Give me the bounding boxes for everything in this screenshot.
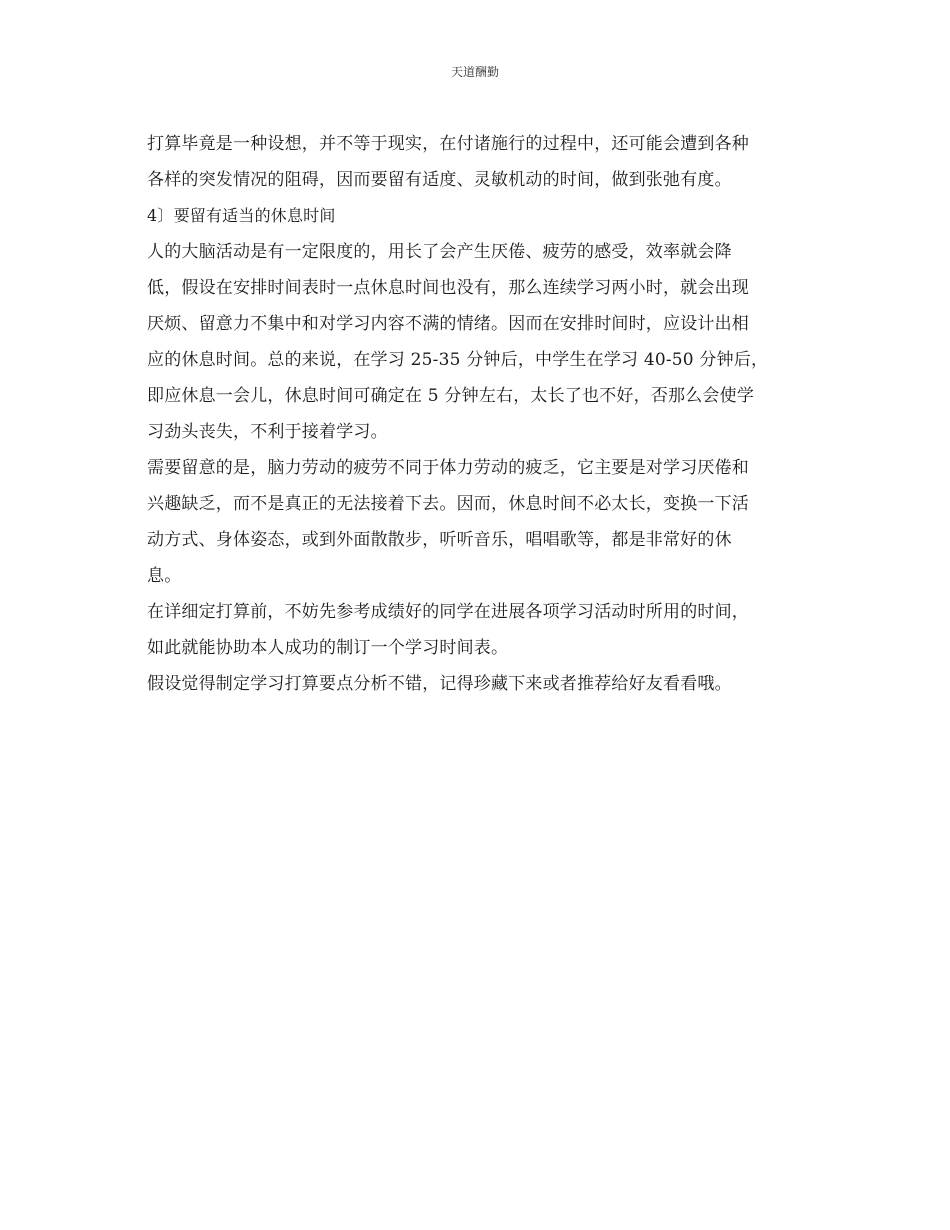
text-line: 假设觉得制定学习打算要点分析不错，记得珍藏下来或者推荐给好友看看哦。 <box>147 674 732 694</box>
text-line: 厌烦、留意力不集中和对学习内容不满的情绪。因而在安排时间时，应设计出相 <box>147 314 749 334</box>
text-line: 低，假设在安排时间表时一点休息时间也没有，那么连续学习两小时，就会出现 <box>147 278 749 298</box>
text-line: 需要留意的是，脑力劳动的疲劳不同于体力劳动的疲乏，它主要是对学习厌倦和 <box>147 458 749 478</box>
text-line: 动方式、身体姿态，或到外面散散步，听听音乐，唱唱歌等，都是非常好的休 <box>147 530 732 550</box>
page-header: 天道酬勤 <box>450 65 499 79</box>
text-line: 息。 <box>147 566 182 586</box>
section-heading: 4〕要留有适当的休息时间 <box>147 206 336 225</box>
text-line: 应的休息时间。总的来说，在学习 25-35 分钟后，中学生在学习 40-50 分钟后， <box>147 350 769 370</box>
text-line: 在详细定打算前，不妨先参考成绩好的同学在进展各项学习活动时所用的时间， <box>147 602 749 622</box>
document-body <box>147 126 807 702</box>
text-line: 即应休息一会儿，休息时间可确定在 5 分钟左右，太长了也不好，否那么会使学 <box>147 386 755 406</box>
text-line: 人的大脑活动是有一定限度的，用长了会产生厌倦、疲劳的感受，效率就会降 <box>147 242 732 262</box>
text-line: 习劲头丧失，不利于接着学习。 <box>147 422 388 442</box>
text-line: 各样的突发情况的阻碍，因而要留有适度、灵敏机动的时间，做到张弛有度。 <box>147 170 732 190</box>
text-line: 如此就能协助本人成功的制订一个学习时间表。 <box>147 638 509 658</box>
text-line: 打算毕竟是一种设想，并不等于现实，在付诸施行的过程中，还可能会遭到各种 <box>147 134 749 154</box>
text-line: 兴趣缺乏，而不是真正的无法接着下去。因而，休息时间不必太长，变换一下活 <box>147 494 749 514</box>
